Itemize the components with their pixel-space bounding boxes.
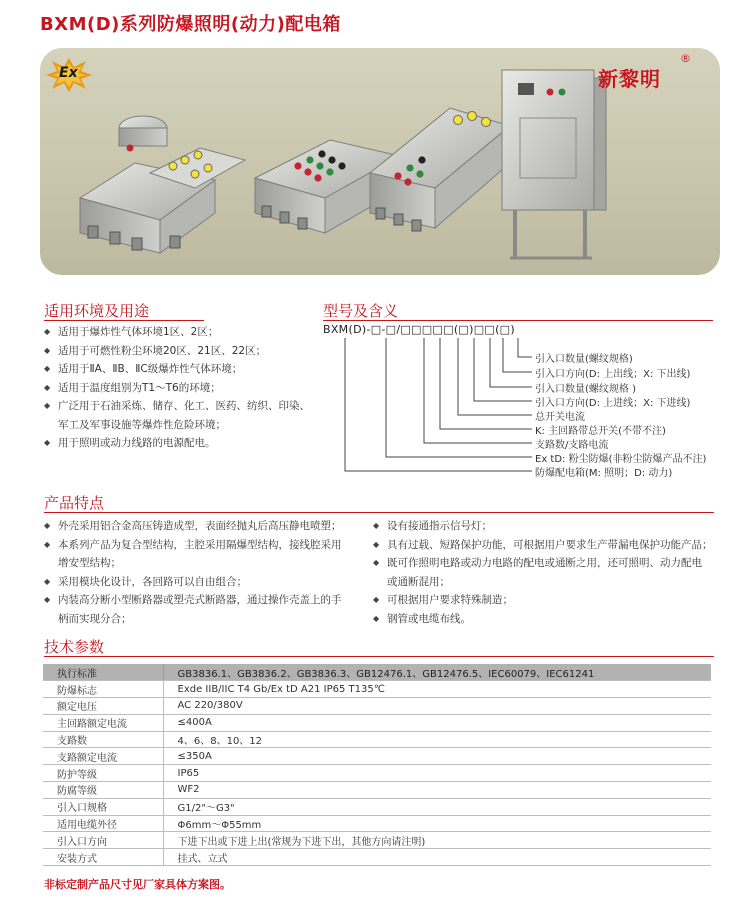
brand-logo: 新黎明 — [598, 67, 661, 91]
list-item: ◆ 可根据用户要求特殊制造； — [373, 591, 718, 610]
spec-key: 引入口方向 — [43, 832, 163, 849]
spec-key: 防腐等级 — [43, 782, 163, 799]
enclosure-large — [370, 108, 510, 231]
list-item: ◆ 采用模块化设计，各回路可以自由组合； — [44, 573, 364, 592]
list-item-continuation: 柄而实现分合； — [58, 612, 132, 625]
list-item: ◆ 用于照明或动力线路的电源配电。 — [44, 434, 314, 453]
list-item: ◆ 钢管或电缆布线。 — [373, 610, 718, 629]
spec-key: 执行标准 — [43, 664, 163, 681]
model-label: 防爆配电箱(M: 照明；D: 动力) — [535, 468, 673, 479]
list-item-continuation: 增安型结构； — [58, 557, 121, 569]
list-item: ◆ 适用于可燃性粉尘环境20区、21区、22区； — [44, 342, 314, 361]
table-row — [43, 698, 711, 715]
spec-key: 支路额定电流 — [43, 748, 163, 765]
table-row — [43, 849, 711, 866]
spec-key: 支路数 — [43, 731, 163, 748]
spec-key: 主回路额定电流 — [43, 714, 163, 731]
list-item: ◆ 设有接通指示信号灯； — [373, 517, 718, 536]
floor-cabinet — [502, 70, 606, 258]
table-row — [43, 748, 711, 765]
ex-badge-label: Ex — [59, 65, 78, 81]
features-list-right — [373, 517, 718, 628]
spec-value: AC 220/380V — [163, 698, 711, 715]
spec-value: WF2 — [163, 782, 711, 799]
enclosure-small — [80, 116, 245, 253]
usage-rule — [44, 320, 204, 321]
usage-list — [44, 323, 314, 453]
spec-value: G1/2"～G3" — [163, 798, 711, 815]
list-item: ◆ 广泛用于石油采炼、储存、化工、医药、纺织、印染、 — [44, 397, 314, 416]
features-list-left — [44, 517, 364, 628]
list-item: ◆ 外壳采用铝合金高压铸造成型，表面经抛丸后高压静电喷塑； — [44, 517, 364, 536]
spec-key: 引入口规格 — [43, 798, 163, 815]
page-title: BXM(D)系列防爆照明(动力)配电箱 — [40, 14, 341, 35]
table-row — [43, 832, 711, 849]
list-item-continuation: 或通断混用； — [387, 575, 450, 588]
spec-value: Exde IIB/IIC T4 Gb/Ex tD A21 IP65 T135℃ — [163, 681, 711, 698]
spec-value: 下进下出或下进上出(常规为下进下出，其他方向请注明) — [163, 832, 711, 849]
model-label: 支路数/支路电流 — [535, 440, 609, 451]
table-row — [43, 714, 711, 731]
list-item: ◆ 适用于ⅡA、ⅡB、ⅡC级爆炸性气体环境； — [44, 360, 314, 379]
spec-key: 额定电压 — [43, 698, 163, 715]
model-label: K: 主回路带总开关(不带不注) — [535, 426, 666, 437]
list-item: ◆ 适用于爆炸性气体环境1区、2区； — [44, 323, 314, 342]
spec-key: 防爆标志 — [43, 681, 163, 698]
spec-key: 防护等级 — [43, 765, 163, 782]
spec-value: ≤400A — [163, 714, 711, 731]
features-heading: 产品特点 — [44, 494, 105, 512]
spec-value: IP65 — [163, 765, 711, 782]
registered-mark: ® — [680, 52, 691, 65]
spec-value: 4、6、8、10、12 — [163, 731, 711, 748]
footnote: 非标定制产品尺寸见厂家具体方案图。 — [44, 878, 231, 891]
model-label: 引入口数量(螺纹规格) — [535, 354, 633, 365]
model-label: 引入口方向(D: 上进线；X: 下进线) — [535, 398, 691, 409]
list-item: ◆ 内装高分断小型断路器或塑壳式断路器，通过操作壳盖上的手 — [44, 591, 364, 610]
table-row — [43, 681, 711, 698]
spec-value: 挂式、立式 — [163, 849, 711, 866]
specs-rule — [44, 656, 714, 657]
specs-heading: 技术参数 — [44, 638, 105, 656]
table-row — [43, 765, 711, 782]
list-item-continuation: 军工及军事设施等爆炸性危险环境； — [58, 418, 226, 431]
model-heading: 型号及含义 — [323, 302, 399, 320]
model-label: 引入口数量(螺纹规格 ) — [535, 384, 636, 395]
spec-key: 安装方式 — [43, 849, 163, 866]
list-item: ◆ 适用于温度组别为T1～T6的环境； — [44, 379, 314, 398]
spec-value: ≤350A — [163, 748, 711, 765]
spec-table — [43, 664, 711, 866]
spec-key: 适用电缆外径 — [43, 815, 163, 832]
list-item: ◆ 既可作照明电路或动力电路的配电或通断之用，还可照明、动力配电 — [373, 554, 718, 573]
table-row — [43, 815, 711, 832]
list-item: ◆ 具有过载、短路保护功能，可根据用户要求生产带漏电保护功能产品； — [373, 536, 718, 555]
table-row — [43, 731, 711, 748]
model-label: Ex tD: 粉尘防爆(非粉尘防爆产品不注) — [535, 454, 707, 465]
table-row — [43, 664, 711, 681]
model-code: BXM(D)-□-□/□□□□□(□)□□(□) — [323, 323, 515, 336]
model-label: 总开关电流 — [535, 412, 585, 423]
list-item: ◆ 本系列产品为复合型结构，主腔采用隔爆型结构，接线腔采用 — [44, 536, 364, 555]
model-label: 引入口方向(D: 上出线；X: 下出线) — [535, 369, 691, 380]
table-row — [43, 798, 711, 815]
table-row — [43, 782, 711, 799]
model-rule — [323, 320, 713, 321]
spec-value: GB3836.1、GB3836.2、GB3836.3、GB12476.1、GB12476.5、IEC60079、IEC61241 — [163, 664, 711, 681]
spec-value: Φ6mm～Φ55mm — [163, 815, 711, 832]
usage-heading: 适用环境及用途 — [44, 302, 150, 320]
features-rule — [44, 512, 714, 513]
